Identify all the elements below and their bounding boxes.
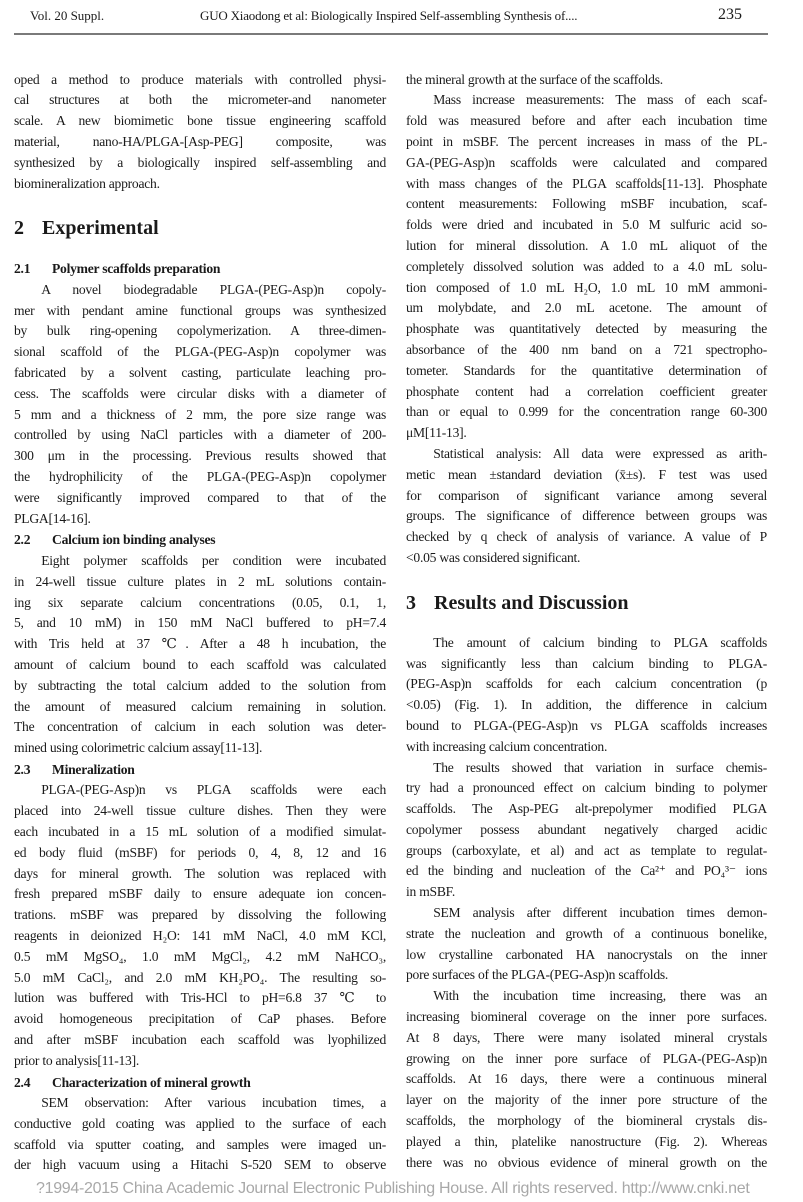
text-line: try had a pronounced effect on calcium binding to polymer (406, 780, 767, 796)
text-line: played a thin, platelike nanostructure (Fig. 2). Whereas (406, 1133, 767, 1149)
text-line: GA-(PEG-Asp)n scaffolds were calculated and compared (406, 154, 767, 170)
text-line: fold was measured before and after each incubation time (406, 113, 767, 129)
text-line: Statistical analysis: All data were expressed as arith- (433, 445, 767, 461)
paragraph (14, 1093, 386, 1176)
text-line: pore surfaces of the PLGA-(PEG-Asp)n scaffolds. (406, 967, 669, 983)
running-title: GUO Xiaodong et al: Biologically Inspired Self-assembling Synthesis of.... (200, 8, 578, 23)
text-line: in 24-well tissue culture plates in 2 mL solutions contain- (14, 573, 386, 589)
text-line: bound to PLGA-(PEG-Asp)n vs PLGA scaffolds increases (406, 717, 767, 733)
right-column (406, 70, 767, 1174)
text-line: scaffolds, the morphology of the biomineral crystals dis- (406, 1113, 767, 1129)
text-line: absorbance of the 400 nm band on a 721 spectropho- (406, 341, 767, 357)
text-line: At 8 days, There were many isolated mineral crystals (406, 1029, 767, 1045)
paragraph (406, 986, 767, 1173)
text-line: phosphate content had a correlation coefficient greater (406, 383, 767, 399)
text-line: der high vacuum using a Hitachi S-520 SEM to observe (14, 1157, 386, 1173)
text-line: groups (carboxylate, et al) and act as template to regulat- (406, 842, 767, 858)
text-line: low crystalline carbonated HA nanocrystals on the inner (406, 946, 767, 962)
heading-title: Mineralization (52, 761, 135, 777)
text-line: scaffolds. The Asp-PEG alt-prepolymer modified PLGA (406, 801, 767, 817)
paragraph (406, 70, 767, 91)
text-line: than or equal to 0.999 for the concentration range 60-300 (406, 404, 767, 420)
subsection-heading (14, 529, 386, 551)
text-line: SEM analysis after different incubation times demon- (433, 905, 767, 921)
text-line: controlled by using NaCl particles with a diameter of 200- (14, 427, 386, 443)
text-line: (PEG-Asp)n scaffolds for each calcium concentration (p (406, 676, 767, 692)
text-line: ing six separate calcium concentrations (0.05, 0.1, 1, (14, 594, 386, 610)
paragraph (14, 280, 386, 530)
text-line: the mineral growth at the surface of the scaffolds. (406, 71, 663, 87)
text-line: avoid homogeneous precipitation of CaP phases. Before (14, 1011, 386, 1027)
text-line: days for mineral growth. The solution was replaced with (14, 865, 386, 881)
text-line: the hydrophilicity of the PLGA-(PEG-Asp)n copolymer (14, 469, 386, 485)
text-line: 0.5 mM MgSO₄, 1.0 mM MgCl₂, 4.2 mM NaHCO₃, (14, 948, 386, 964)
text-line: fresh prepared mSBF daily to ensure adequate ion concen- (14, 886, 386, 902)
text-line: checked by q check of analysis of variance. A value of P (406, 529, 767, 545)
copyright-watermark: ?1994-2015 China Academic Journal Electronic Publishing House. All rights reserved. http://www.cnki.net (36, 1180, 750, 1197)
section-heading (406, 583, 767, 623)
text-line: conductive gold coating was applied to the surface of each (14, 1115, 386, 1131)
text-line: mined using colorimetric calcium assay[11-13]. (14, 740, 263, 756)
heading-number: 2.2 (14, 532, 31, 548)
heading-number: 2.3 (14, 761, 31, 777)
left-column (14, 70, 386, 1177)
text-line: lution was buffered with Tris-HCl to pH=6.8 37 ℃ to (14, 990, 386, 1006)
text-line: strate the nucleation and growth of a continuous bonelike, (406, 925, 767, 941)
text-line: ed body fluid (mSBF) for periods 0, 4, 8, 12 and 16 (14, 844, 386, 860)
heading-title: Characterization of mineral growth (52, 1074, 251, 1090)
text-line: 300 μm in the processing. Previous results showed that (14, 448, 386, 464)
text-line: with increasing calcium concentration. (406, 738, 608, 754)
paragraph (406, 444, 767, 569)
heading-title: Results and Discussion (434, 591, 629, 614)
text-line: Mass increase measurements: The mass of each scaf- (433, 92, 767, 108)
text-line: copolymer possess abundant negatively charged acidic (406, 821, 767, 837)
header-rule (14, 33, 768, 35)
text-line: PLGA[14-16]. (14, 510, 91, 526)
heading-number: 2.4 (14, 1074, 31, 1090)
text-line: ed the binding and nucleation of the Ca²⁺ and PO₄³⁻ ions (406, 863, 767, 879)
text-line: increasing biomineral coverage on the inner pore surfaces. (406, 1009, 767, 1025)
paragraph (14, 780, 386, 1071)
text-line: trations. mSBF was prepared by dissolving the following (14, 907, 386, 923)
text-line: lution for mineral dissolution. A 1.0 mL aliquot of the (406, 237, 767, 253)
text-line: Eight polymer scaffolds per condition were incubated (41, 552, 386, 568)
text-line: <0.05 was considered significant. (406, 549, 581, 565)
text-line: with mass changes of the PLGA scaffolds[11-13]. Phosphate (406, 175, 767, 191)
text-line: groups. The significance of difference between groups was (406, 508, 767, 524)
text-line: growing on the inner pore surface of PLGA-(PEG-Asp)n (406, 1050, 767, 1066)
text-line: cess. The scaffolds were circular disks with a diameter of (14, 385, 386, 401)
heading-title: Experimental (42, 217, 159, 240)
volume-label: Vol. 20 Suppl. (30, 8, 105, 23)
text-line: prior to analysis[11-13]. (14, 1052, 140, 1068)
running-header (0, 4, 803, 28)
text-line: <0.05) (Fig. 1). In addition, the difference in calcium (406, 697, 767, 713)
text-line: layer on the majority of the inner pore structure of the (406, 1092, 767, 1108)
text-line: reagents in deionized H₂O: 141 mM NaCl, 4.0 mM KCl, (14, 927, 386, 943)
heading-number: 2.1 (14, 261, 31, 277)
text-line: point in mSBF. The percent increases in mass of the PL- (406, 133, 767, 149)
text-line: 5 mm and a thickness of 2 mm, the pore size range was (14, 406, 386, 422)
text-line: synthesized by a biologically inspired self-assembling and (14, 154, 386, 170)
text-line: 5, and 10 mM) in 150 mM NaCl buffered to pH=7.4 (14, 615, 386, 631)
text-line: A novel biodegradable PLGA-(PEG-Asp)n copoly- (41, 281, 386, 297)
text-line: for comparison of significant variance among several (406, 487, 767, 503)
subsection-heading (14, 1072, 386, 1094)
text-line: in mSBF. (406, 884, 456, 900)
text-line: The concentration of calcium in each solution was deter- (14, 719, 386, 735)
subsection-heading (14, 258, 386, 280)
paragraph (406, 758, 767, 904)
text-line: PLGA-(PEG-Asp)n vs PLGA scaffolds were each (41, 782, 386, 798)
text-line: tometer. Standards for the quantitative determination of (406, 362, 767, 378)
text-line: sional scaffold of the PLGA-(PEG-Asp)n copolymer was (14, 344, 386, 360)
heading-title: Polymer scaffolds preparation (52, 261, 221, 277)
text-line: metic mean ±standard deviation (x̄±s). F test was used (406, 466, 767, 482)
paragraph (406, 90, 767, 444)
text-line: and after mSBF incubation each scaffold was lyophilized (14, 1031, 386, 1047)
text-line: the amount of measured calcium remaining in solution. (14, 698, 386, 714)
text-line: biomineralization approach. (14, 175, 160, 191)
heading-title: Calcium ion binding analyses (52, 532, 216, 548)
text-line: completely dissolved solution was added to a 4.0 mL solu- (406, 258, 767, 274)
subsection-heading (14, 759, 386, 781)
text-line: phosphate was quantitatively detected by measuring the (406, 321, 767, 337)
text-line: material, nano-HA/PLGA-[Asp-PEG] composite, was (14, 133, 386, 149)
text-line: 5.0 mM CaCl₂, and 2.0 mM KH₂PO₄. The resulting so- (14, 969, 386, 985)
text-line: The results showed that variation in surface chemis- (433, 759, 767, 775)
page-number: 235 (718, 6, 742, 23)
paragraph (14, 70, 386, 195)
text-line: with Tris held at 37 ℃. After a 48 h incubation, the (14, 636, 386, 652)
text-line: scaffold via sputter coating, and samples were imaged un- (14, 1136, 386, 1152)
text-line: placed into 24-well tissue culture dishes. Then they were (14, 803, 386, 819)
text-line: content measurements: Following mSBF incubation, scaf- (406, 196, 767, 212)
text-line: by bulk ring-opening copolymerization. A three-dimen- (14, 323, 386, 339)
text-line: SEM observation: After various incubation times, a (41, 1095, 386, 1111)
text-line: was significantly less than calcium binding to PLGA- (406, 655, 767, 671)
text-line: each incubated in a 15 mL solution of a modified simulat- (14, 824, 386, 839)
text-line: oped a method to produce materials with controlled physi- (14, 71, 386, 87)
paragraph (406, 633, 767, 758)
text-line: The amount of calcium binding to PLGA scaffolds (433, 634, 767, 650)
heading-number: 3 (406, 591, 416, 614)
text-line: um molybdate, and 2.0 mL acetone. The amount of (406, 300, 767, 316)
text-line: cal structures at both the micrometer-and nanometer (14, 92, 386, 108)
paragraph (406, 903, 767, 986)
text-line: by subtracting the total calcium added to the solution from (14, 677, 386, 693)
text-line: tion composed of 1.0 mL H₂O, 1.0 mL 10 mM ammoni- (406, 279, 767, 295)
heading-number: 2 (14, 217, 24, 240)
text-line: scaffolds. At 16 days, there were a continuous mineral (406, 1071, 767, 1087)
text-line: μM[11-13]. (406, 425, 467, 441)
paragraph (14, 551, 386, 759)
text-line: amount of calcium bound to each scaffold was calculated (14, 656, 386, 672)
text-line: scale. A new biomimetic bone tissue engineering scaffold (14, 113, 386, 129)
text-line: folds were dried and incubated in 5.0 M sulfuric acid so- (406, 217, 767, 233)
text-line: With the incubation time increasing, there was an (433, 988, 767, 1004)
text-line: fabricated by a solvent casting, particulate leaching pro- (14, 365, 386, 381)
section-heading (14, 208, 386, 248)
text-line: were significantly improved compared to that of the (14, 489, 386, 505)
text-line: mer with pendant amine functional groups was synthesized (14, 302, 386, 318)
text-line: there was no obvious evidence of mineral growth on the (406, 1154, 767, 1170)
